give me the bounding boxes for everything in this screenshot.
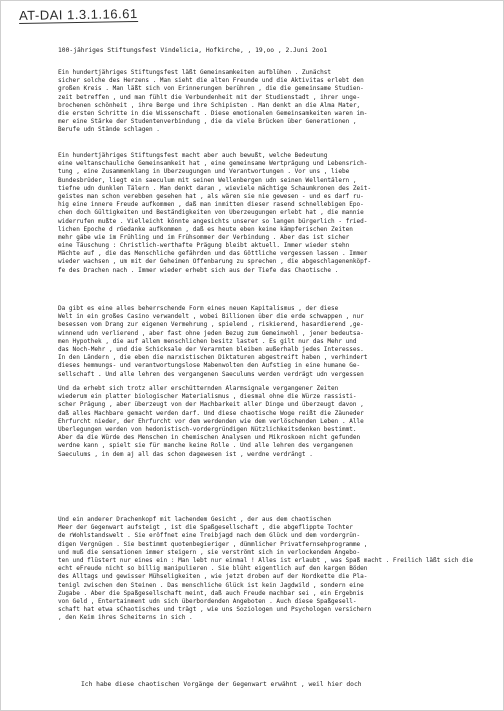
text-line: men Hypothek , die auf allem menschlichen besitz lastet . Es gilt nur das Mehr und [58,337,357,345]
text-line: und muß die sensationen immer steigern , sie verströmt sich in verlockendem Angebo- [58,548,361,556]
text-line: Und da erhebt sich trotz aller erschütternden Alarmsignale vergangener Zeiten [58,385,339,392]
paragraph [58,69,490,135]
text-line: chen doch Gültigkeiten und Beständigkeiten von Überzeugungen erlebt hat , die mannie [58,209,364,217]
paragraph [58,385,490,459]
text-line: werdne kann , spielt sie für manche keine Rolle . Und alle lehren des vergangenen [58,442,353,450]
document-heading: 100-jähriges Stiftungsfest Vindelicia, Hofkirche, , 19,oo , 2.Juni 2oo1 [58,47,328,54]
text-line: digen Vergnügen . Sie bestimmt quotenbegieriger , dümmlicher Privatfernsehprogramme , [58,540,368,548]
text-line: Zugabe . Aber die Spaßgesellschaft meint, daß auch Freude machbar sei , ein Ergebnis [58,589,364,597]
text-line: hig eine innere Freude aufkommen , daß man inmitten dieser rasend schnellebigen Epo- [58,201,364,209]
closing-line: Ich habe diese chaotischen Vorgänge der Gegenwart erwähnt , weil hier doch [81,681,362,688]
text-line: brochenen schönheit , ihre Berge und ihre Schipisten . Man denkt an die Alma Mater, [58,101,361,109]
text-line: scher Prägung , aber überzeugt von der Machbarkeit aller Dinge und überzeugt davon , [58,401,364,409]
text-line: de rWohlstandswelt . Sie eröffnet eine Treibjagd nach dem Glück und dem vordergrün- [58,532,361,540]
text-line: ten und flüstert nur eines ein : Man lebt nur einmal ! Alles ist erlaubt , was Spaß macht . Freilich läßt sich die [58,556,474,564]
text-line: Und ein anderer Drachenkopf mit lachendem Gesicht , der aus dem chaotischen [58,516,332,523]
text-line: wieder wachsen , um mit der Geheimen Offenbarung zu sprechen , die abgeschlagenenköpf- [58,258,372,266]
text-line: eine weltanschauliche Gemeinsamkeit hat , eine gemeinsame Wertprägung und Lebensrich- [58,160,368,168]
paragraph [58,516,490,622]
text-line: Ein hundertjähriges Stiftungsfest macht aber auch bewußt, welche Bedeutung [58,152,328,159]
text-line: fe des Drachen nach . Immer wieder erhebt sich aus der Tiefe das Chaotische . [58,266,339,274]
text-line: tiefne udn dunklen Tälern . Man denkt daran , wieviele mächtige Schaumkronen des Zeit- [58,184,372,192]
text-line: das Noch-Mehr , und die Schicksale der Verarmten bleiben außerhalb jedes Interesses. [58,345,364,353]
text-line: echt eFreude nicht so billig manipulieren . Sie blüht eigentlich auf den kargen Böden [58,565,368,573]
text-line: Welt in ein großes Casino verwandelt , wobei Billionen über die erde schwappen , nur [58,313,364,321]
text-line: geistes man schon verebben gesehen hat , als wären sie nie gewesen - und es darf ru- [58,192,364,200]
text-line: wiederum ein platter biologischer Materialismus , diesmal ohne die Würze rassisti- [58,393,357,401]
text-line: des Alltags und gewisser Mühseligkeiten , wie jetzt droben auf der Nordkette die Pla- [58,573,368,581]
text-line: großen Kreis . Man läßt sich von Erinnerungen berühren , die die gemeinsame Studien- [58,85,364,93]
paragraph [58,305,490,379]
archive-reference-mark: AT-DAI 1.3.1.16.61 [18,5,138,24]
text-line: Mächte auf , die das Menschliche gefährden und das Göttliche vergessen lassen . Immer [58,250,368,258]
text-line: lichen Epoche d rGedanke aufkommen , daß es heute eben keine kämpferischen Zeiten [58,225,353,233]
text-line: widerrufen mußte . Vielleicht könnte angesichts unserer so langen bürgerlich - fried- [58,217,368,225]
text-line: Bundesbrüder, liegt ein saeculum mit seinen Wellenbergen udn seinen Wellentälern , [58,176,357,184]
text-line: besessen vom Drang zur eigenen Vermehrung , spielend , riskierend, hasardierend ,ge- [58,321,364,329]
text-line: Meer der Gegenwart aufsteigt , ist die Spaßgesellschaft , die abgeflippte Tochter [58,524,353,532]
paragraph [58,152,490,275]
text-line: In den Ländern , die eben die marxistischen Diktaturen abgestreift haben , verhindert [58,354,368,362]
text-line: zeit betreffen , und man fühlt die Verbundenheit mit der Studienstadt , ihrer unge- [58,93,361,101]
text-line: daß alles Machbare gemacht werden darf. Und diese chaotische Woge reißt die Zäuneder [58,409,364,417]
text-line: die ersten Schritte in die Wissenschaft . Diese emotionalen Gemeinsamkeiten waren im- [58,109,368,117]
text-line: sellschaft . Und alle lehren des vergangenen Saeculums werden verdrägt udn vergessen [58,370,364,378]
text-line: Überlegungen werden von hedonistisch-vordergründigen Nützlichkeitsdenken bestimmt. [58,425,357,433]
text-line: dieses hemmungs- und verantwortungslose Mabenwolten den Aufstieg in eine humane Ge- [58,362,361,370]
text-line: Ehrfurcht nieder, der Ehrfurcht vor dem werdenden wie dem verlöschenden Leben . Alle [58,417,364,425]
text-line: winnend udn verlierend , aber fast ohne jeden Bezug zum Gemeinwohl , jener bedeutsa- [58,329,364,337]
text-line: , den Keim ihres Scheiterns in sich . [58,614,193,622]
text-line: tenigl zwischen den Steinen . Das menschliche Glück ist kein Jagdwild , sondern eine [58,581,364,589]
text-line: Aber da die Würde des Menschen in chemischen Analysen und Mikroskoen nicht gefunden [58,434,361,442]
text-line: von Geld , Entertainment udn sich überbordenden Angeboten . Auch diese Spaßgesell- [58,597,357,605]
text-line: Da gibt es eine alles beherrschende Form eines neuen Kapitalismus , der diese [58,305,339,312]
text-line: eine Täuschung : Christlich-werthafte Prägung bleibt aktuell. Immer wieder stehn [58,242,350,250]
text-line: mehr gäbe wie im Frühling und im Frühsommer der Verbindung . Aber das ist sicher [58,233,350,241]
text-line: Saeculums , in dem aj all das schon dagewesen ist , werdne verdrängt . [58,450,313,458]
text-line: sicher solche des Herzens . Man sieht die alten Freunde und die Aktivitas erlebt den [58,77,364,85]
text-line: Berufe udn Stände schlagen . [58,126,160,134]
text-line: tung , eine Zusammenklang in Überzeugungen und Verantwortungen . Vor uns , liebe [58,168,350,176]
text-line: Ein hundertjähriges Stiftungsfest läßt Gemeinsamkeiten aufblühen . Zunächst [58,69,332,76]
text-line: schaft hat etwa sChaotisches und trägt , wie uns Soziologen und Psychologen versichern [58,606,372,614]
text-line: mer eine Stärke der Studentenverbindung , die da viele Brücken über Generationen , [58,118,357,126]
